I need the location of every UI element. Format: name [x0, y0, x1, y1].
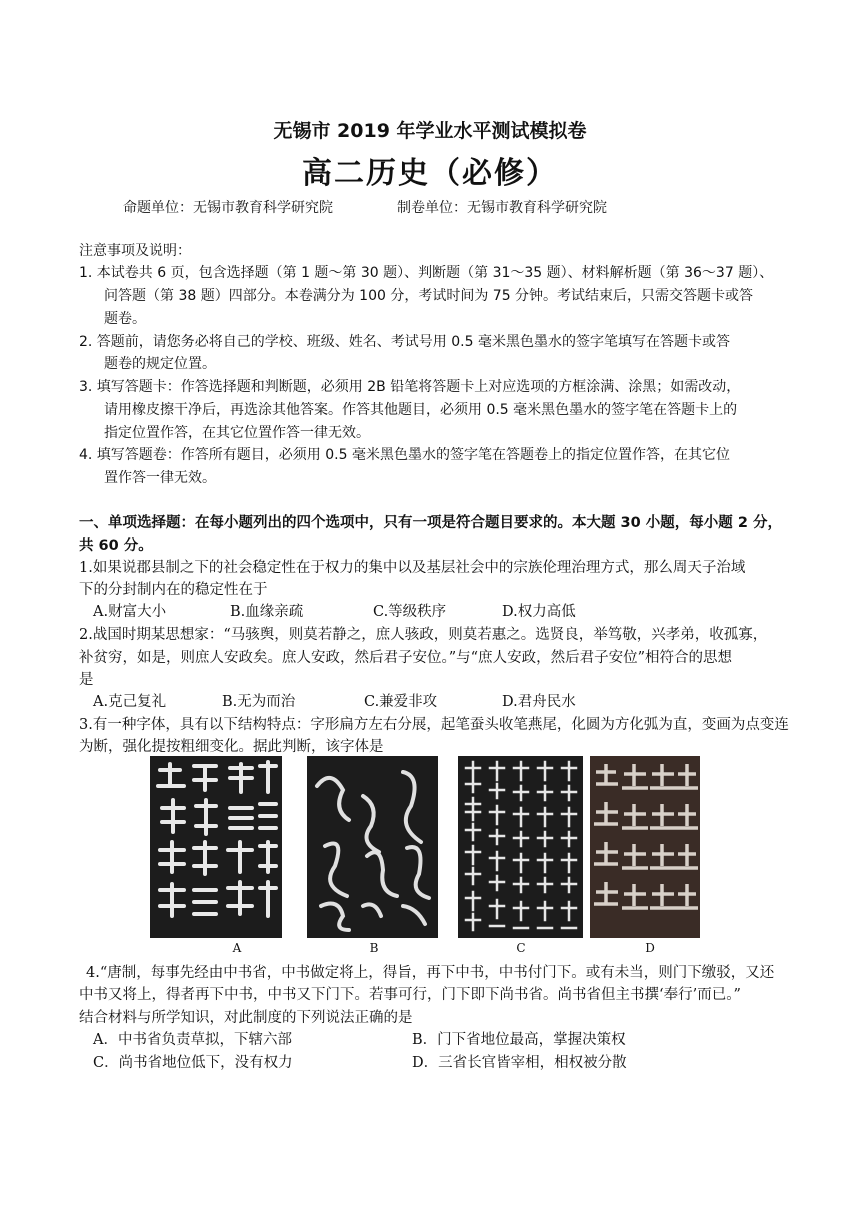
option-a: A.克己复礼: [93, 694, 167, 710]
notes-line: 置作答一律无效。: [104, 470, 216, 486]
question-text: 1.如果说郡县制之下的社会稳定性在于权力的集中以及基层社会中的宗族伦理治理方式，那么周天子治域: [79, 560, 746, 576]
option-b: B．门下省地位最高，掌握决策权: [412, 1032, 626, 1048]
question-text: 3.有一种字体，具有以下结构特点：字形扁方左右分展，起笔蚕头收笔燕尾，化圆为方化弧为直，变画为点变连: [79, 717, 789, 733]
question-text: 补贫穷，如是，则庶人安政矣。庶人安政，然后君子安位。”与“庶人安政，然后君子安位”相符合的思想: [79, 650, 732, 666]
option-c: C.兼爱非攻: [364, 694, 438, 710]
notes-line: 题卷。: [104, 311, 146, 327]
notes-line: 题卷的规定位置。: [104, 356, 216, 372]
option-c: C．尚书省地位低下，没有权力: [93, 1055, 293, 1071]
setter-unit: 命题单位：无锡市教育科学研究院: [123, 200, 333, 216]
calligraphy-image-c: [458, 756, 583, 938]
question-text: 结合材料与所学知识，对此制度的下列说法正确的是: [79, 1010, 413, 1026]
option-d: D.权力高低: [502, 604, 576, 620]
option-b: B.无为而治: [222, 694, 296, 710]
calligraphy-image-d: [590, 756, 700, 938]
section1-heading: 一、单项选择题：在每小题列出的四个选项中，只有一项是符合题目要求的。本大题 30 小题，每小题 2 分，: [79, 515, 782, 531]
question-text: 下的分封制内在的稳定性在于: [79, 582, 268, 598]
image-label-a: A: [232, 941, 242, 955]
notes-line: 指定位置作答，在其它位置作答一律无效。: [104, 425, 370, 441]
question-text: 2.战国时期某思想家：“马骇舆，则莫若静之，庶人骇政，则莫若惠之。选贤良，举笃敬，兴孝弟，收孤寡，: [79, 627, 768, 643]
question-text: 4.“唐制，每事先经由中书省，中书做定将上，得旨，再下中书，中书付门下。或有未当，则门下缴驳，又还: [86, 965, 775, 981]
notes-line: 3. 填写答题卡：作答选择题和判断题，必须用 2B 铅笔将答题卡上对应选项的方框涂满、涂黑；如需改动，: [79, 379, 741, 395]
question-text: 是: [79, 672, 94, 688]
option-c: C.等级秩序: [373, 604, 447, 620]
exam-title: 无锡市 2019 年学业水平测试模拟卷: [273, 120, 587, 142]
notes-line: 4. 填写答题卷：作答所有题目，必须用 0.5 毫米黑色墨水的签字笔在答题卷上的指定位置作答，在其它位: [79, 447, 730, 463]
option-d: D．三省长官皆宰相，相权被分散: [412, 1055, 627, 1071]
option-d: D.君舟民水: [502, 694, 576, 710]
option-a: A.财富大小: [93, 604, 167, 620]
notes-heading: 注意事项及说明：: [79, 243, 191, 259]
section1-heading: 共 60 分。: [79, 538, 153, 554]
notes-line: 请用橡皮擦干净后，再选涂其他答案。作答其他题目，必须用 0.5 毫米黑色墨水的签字笔在答题卡上的: [104, 402, 738, 418]
exam-subject: 高二历史（必修）: [302, 156, 558, 191]
producer-unit: 制卷单位：无锡市教育科学研究院: [397, 200, 607, 216]
image-label-b: B: [369, 941, 379, 955]
calligraphy-image-a: [150, 756, 282, 938]
question-text: 为断，强化提按粗细变化。据此判断，该字体是: [79, 739, 384, 755]
calligraphy-image-b: [307, 756, 438, 938]
question-text: 中书又将上，得者再下中书，中书又下门下。若事可行，门下即下尚书省。尚书省但主书撰‘奉行’而已。”: [79, 987, 741, 1003]
option-b: B.血缘亲疏: [230, 604, 304, 620]
image-label-d: D: [645, 941, 655, 955]
image-label-c: C: [516, 941, 526, 955]
notes-line: 2. 答题前，请您务必将自己的学校、班级、姓名、考试号用 0.5 毫米黑色墨水的签字笔填写在答题卡或答: [79, 334, 730, 350]
notes-line: 问答题（第 38 题）四部分。本卷满分为 100 分，考试时间为 75 分钟。考试结束后，只需交答题卡或答: [104, 288, 754, 304]
notes-line: 1. 本试卷共 6 页，包含选择题（第 1 题～第 30 题）、判断题（第 31～35 题）、材料解析题（第 36～37 题）、: [79, 265, 774, 281]
option-a: A．中书省负责草拟，下辖六部: [93, 1032, 292, 1048]
